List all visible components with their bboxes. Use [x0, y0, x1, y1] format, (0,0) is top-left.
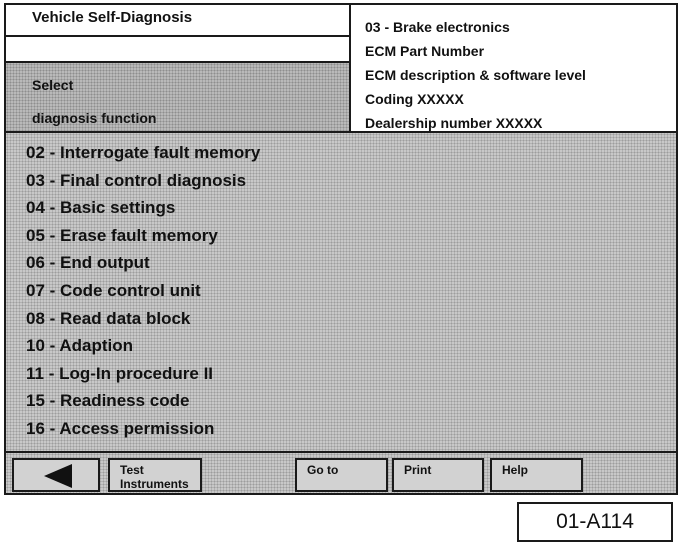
- ecm-part-number: ECM Part Number: [365, 43, 485, 59]
- menu-item-interrogate-fault-memory[interactable]: 02 - Interrogate fault memory: [26, 143, 261, 162]
- menu-item-basic-settings[interactable]: 04 - Basic settings: [26, 198, 176, 218]
- help-button[interactable]: Help: [490, 458, 583, 492]
- diagnosis-function-list: [6, 131, 676, 451]
- diagnosis-screen: [4, 3, 678, 495]
- module-label: 03 - Brake electronics: [365, 19, 510, 35]
- menu-item-readiness-code[interactable]: 15 - Readiness code: [26, 391, 190, 411]
- figure-code: 01-A114: [517, 502, 673, 542]
- select-prompt-line2: diagnosis function: [32, 110, 157, 126]
- menu-item-adaption[interactable]: 10 - Adaption: [26, 336, 134, 356]
- header-left-panel: [6, 5, 351, 131]
- dealership-number: Dealership number XXXXX: [365, 115, 543, 131]
- vehicle-info-panel: [351, 5, 676, 131]
- menu-item-final-control-diagnosis[interactable]: 03 - Final control diagnosis: [26, 170, 247, 190]
- left-arrow-icon: [42, 463, 74, 489]
- menu-item-end-output[interactable]: 06 - End output: [26, 253, 150, 273]
- select-prompt: [6, 63, 349, 131]
- ecm-description: ECM description & software level: [365, 67, 586, 83]
- menu-item-read-data-block[interactable]: 08 - Read data block: [26, 308, 191, 328]
- go-to-button[interactable]: Go to: [295, 458, 388, 492]
- button-bar: [6, 451, 676, 493]
- test-instruments-label-line1: Test: [120, 463, 144, 477]
- back-button[interactable]: [12, 458, 100, 492]
- screen-title: Vehicle Self-Diagnosis: [6, 5, 349, 37]
- test-instruments-button[interactable]: [108, 458, 202, 492]
- menu-item-log-in-procedure[interactable]: 11 - Log-In procedure II: [26, 363, 214, 383]
- select-prompt-line1: Select: [32, 77, 74, 93]
- blank-field: [6, 37, 349, 63]
- print-button[interactable]: Print: [392, 458, 484, 492]
- coding-value: Coding XXXXX: [365, 91, 464, 107]
- menu-item-code-control-unit[interactable]: 07 - Code control unit: [26, 280, 201, 300]
- test-instruments-label-line2: Instruments: [120, 477, 189, 491]
- menu-item-erase-fault-memory[interactable]: 05 - Erase fault memory: [26, 225, 218, 245]
- menu-item-access-permission[interactable]: 16 - Access permission: [26, 418, 215, 438]
